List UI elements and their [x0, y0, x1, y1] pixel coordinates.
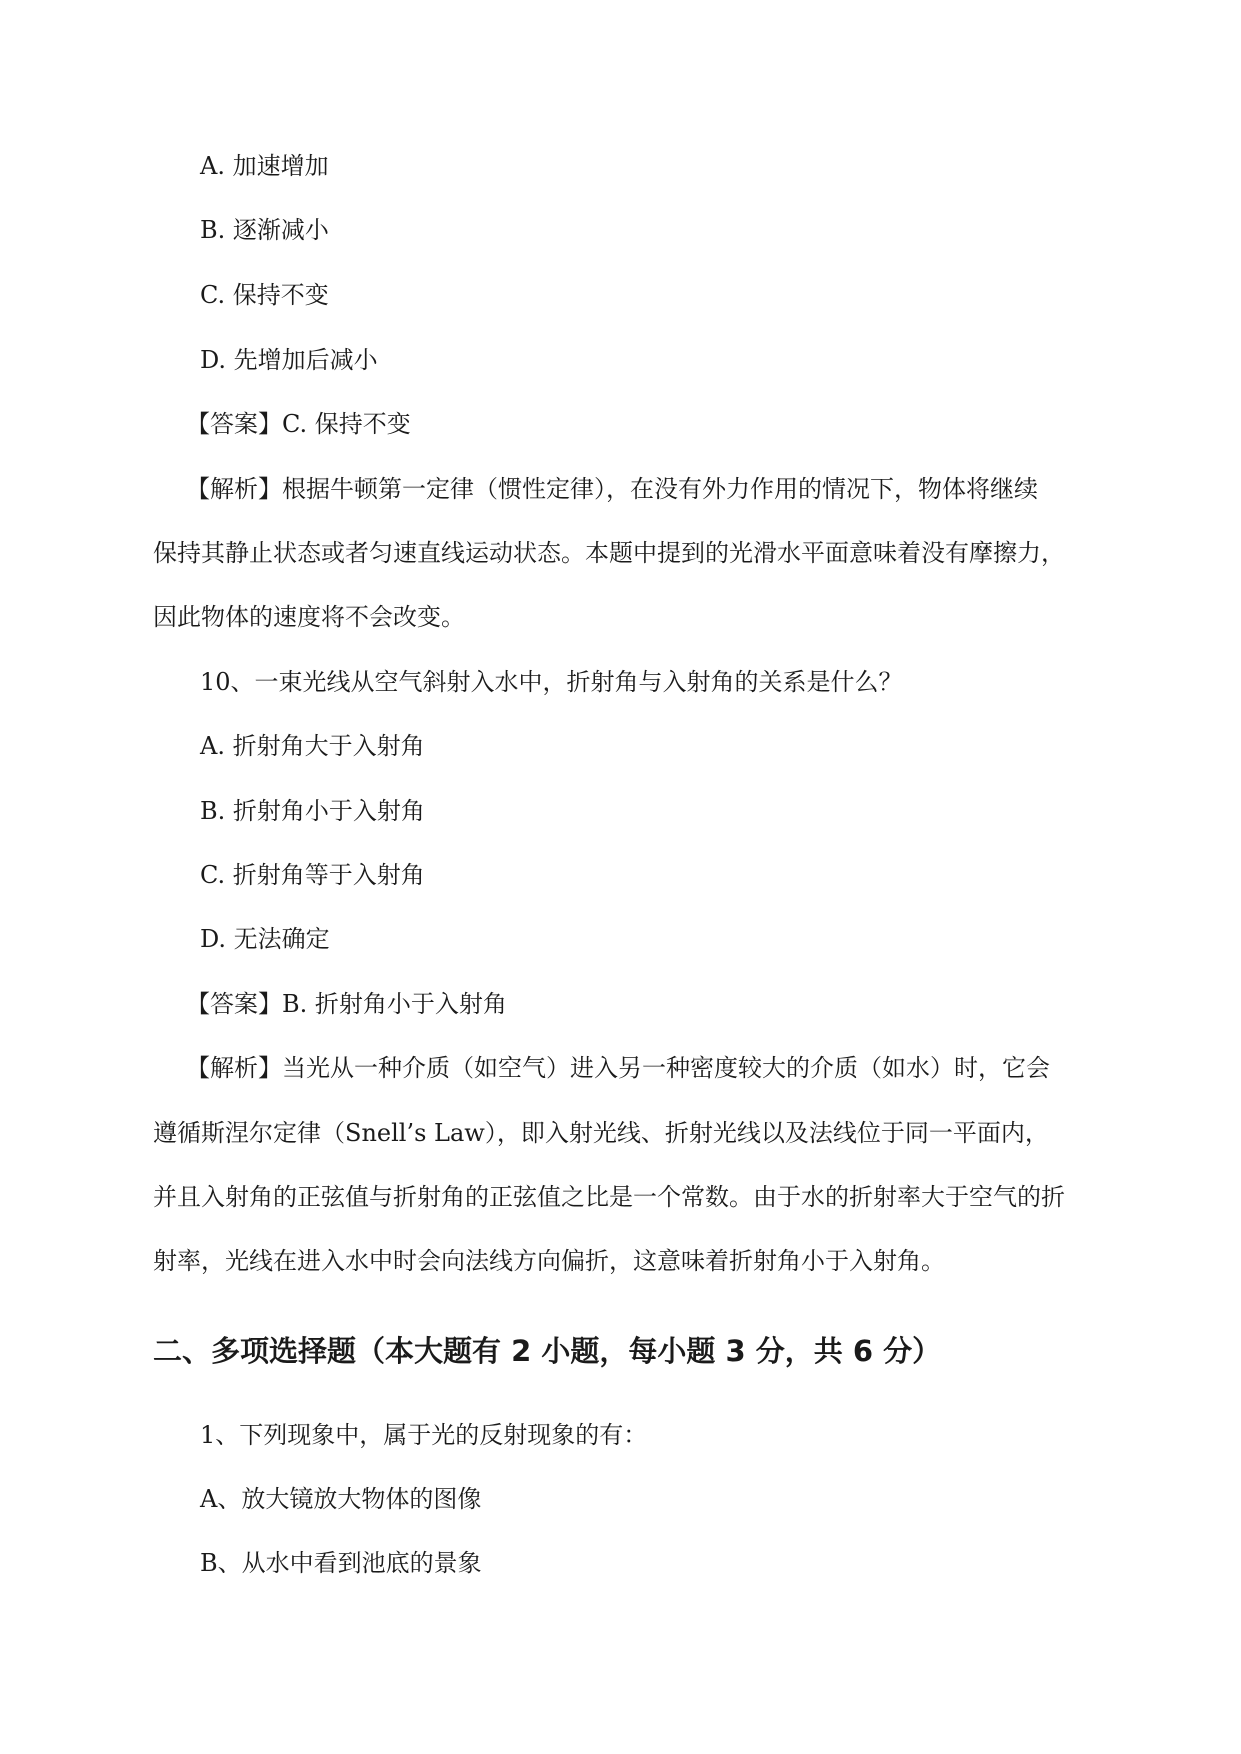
q9-explanation-line-3: 因此物体的速度将不会改变。 [153, 603, 465, 631]
q10-option-a: A. 折射角大于入射角 [200, 732, 425, 760]
q9-option-a: A. 加速增加 [200, 152, 329, 180]
s2-q1-option-b: B、从水中看到池底的景象 [200, 1549, 482, 1577]
q9-option-d: D. 先增加后减小 [200, 346, 378, 374]
section-heading-multiple-choice: 二、多项选择题（本大题有 2 小题，每小题 3 分，共 6 分） [153, 1334, 942, 1368]
q10-explanation-line-1: 【解析】当光从一种介质（如空气）进入另一种密度较大的介质（如水）时，它会 [186, 1054, 1050, 1082]
q10-answer: 【答案】B. 折射角小于入射角 [186, 990, 507, 1018]
q10-option-b: B. 折射角小于入射角 [200, 797, 425, 825]
s2-q1-question: 1、下列现象中，属于光的反射现象的有： [200, 1421, 648, 1449]
q10-explanation-line-2: 遵循斯涅尔定律（Snell’s Law），即入射光线、折射光线以及法线位于同一平面内， [153, 1119, 1049, 1147]
q9-explanation-line-2: 保持其静止状态或者匀速直线运动状态。本题中提到的光滑水平面意味着没有摩擦力， [153, 539, 1065, 567]
q10-option-c: C. 折射角等于入射角 [200, 861, 425, 889]
q10-option-d: D. 无法确定 [200, 925, 330, 953]
q9-answer: 【答案】C. 保持不变 [186, 410, 411, 438]
q9-explanation-line-1: 【解析】根据牛顿第一定律（惯性定律），在没有外力作用的情况下，物体将继续 [186, 475, 1038, 503]
q10-explanation-line-3: 并且入射角的正弦值与折射角的正弦值之比是一个常数。由于水的折射率大于空气的折 [153, 1183, 1065, 1211]
q9-option-c: C. 保持不变 [200, 281, 329, 309]
q10-explanation-line-4: 射率，光线在进入水中时会向法线方向偏折，这意味着折射角小于入射角。 [153, 1247, 945, 1275]
s2-q1-option-a: A、放大镜放大物体的图像 [200, 1485, 482, 1513]
q9-option-b: B. 逐渐减小 [200, 216, 329, 244]
q10-question: 10、一束光线从空气斜射入水中，折射角与入射角的关系是什么？ [200, 668, 903, 696]
